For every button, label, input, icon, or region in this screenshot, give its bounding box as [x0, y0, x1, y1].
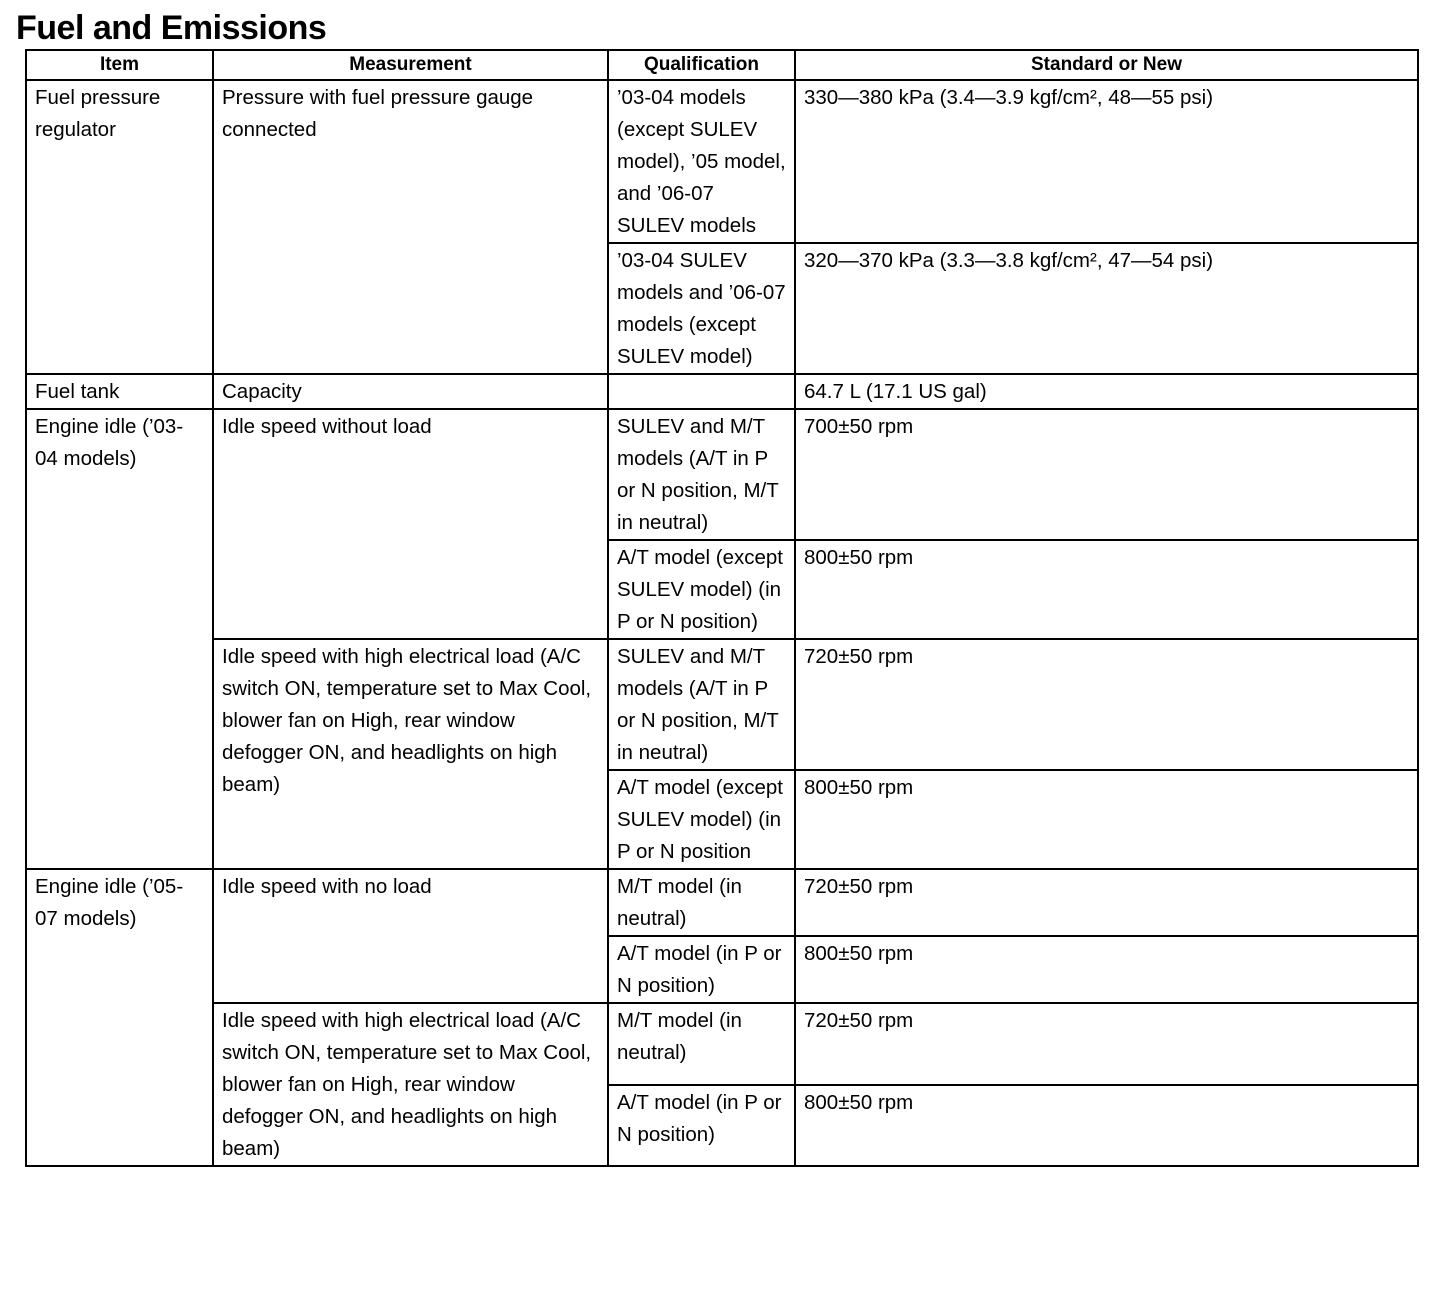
qualification-cell: A/T model (except SULEV model) (in P or N position) — [608, 540, 795, 639]
item-cell: Fuel tank — [26, 374, 213, 409]
item-cell: Engine idle (’03-04 models) — [26, 409, 213, 869]
header-measurement: Measurement — [213, 50, 608, 80]
table-row — [26, 639, 1418, 770]
qualification-cell: A/T model (in P or N position) — [608, 1085, 795, 1167]
header-standard: Standard or New — [795, 50, 1418, 80]
standard-cell: 800±50 rpm — [795, 540, 1418, 639]
page-title: Fuel and Emissions — [16, 9, 327, 47]
measurement-cell: Idle speed without load — [213, 409, 608, 639]
standard-cell: 320—370 kPa (3.3—3.8 kgf/cm², 47—54 psi) — [795, 243, 1418, 374]
standard-cell: 700±50 rpm — [795, 409, 1418, 540]
qualification-cell: ’03-04 SULEV models and ’06-07 models (except SULEV model) — [608, 243, 795, 374]
qualification-cell: SULEV and M/T models (A/T in P or N position, M/T in neutral) — [608, 409, 795, 540]
table-header-row — [26, 50, 1418, 80]
measurement-cell: Capacity — [213, 374, 608, 409]
measurement-cell: Pressure with fuel pressure gauge connected — [213, 80, 608, 374]
table-row — [26, 80, 1418, 243]
measurement-cell: Idle speed with high electrical load (A/C switch ON, temperature set to Max Cool, blower fan on High, rear window defogger ON, and headlights on high beam) — [213, 1003, 608, 1166]
table-row — [26, 409, 1418, 540]
table-row — [26, 1003, 1418, 1085]
qualification-cell — [608, 374, 795, 409]
measurement-cell: Idle speed with high electrical load (A/C switch ON, temperature set to Max Cool, blower fan on High, rear window defogger ON, and headlights on high beam) — [213, 639, 608, 869]
item-cell: Engine idle (’05-07 models) — [26, 869, 213, 1166]
header-qualification: Qualification — [608, 50, 795, 80]
standard-cell: 330—380 kPa (3.4—3.9 kgf/cm², 48—55 psi) — [795, 80, 1418, 243]
standard-cell: 720±50 rpm — [795, 639, 1418, 770]
standard-cell: 64.7 L (17.1 US gal) — [795, 374, 1418, 409]
table-row — [26, 869, 1418, 936]
standard-cell: 800±50 rpm — [795, 1085, 1418, 1167]
table-row — [26, 374, 1418, 409]
standard-cell: 800±50 rpm — [795, 770, 1418, 869]
measurement-cell: Idle speed with no load — [213, 869, 608, 1003]
qualification-cell: SULEV and M/T models (A/T in P or N position, M/T in neutral) — [608, 639, 795, 770]
qualification-cell: A/T model (in P or N position) — [608, 936, 795, 1003]
qualification-cell: M/T model (in neutral) — [608, 1003, 795, 1085]
standard-cell: 800±50 rpm — [795, 936, 1418, 1003]
qualification-cell: A/T model (except SULEV model) (in P or N position — [608, 770, 795, 869]
qualification-cell: M/T model (in neutral) — [608, 869, 795, 936]
header-item: Item — [26, 50, 213, 80]
qualification-cell: ’03-04 models (except SULEV model), ’05 model, and ’06-07 SULEV models — [608, 80, 795, 243]
standard-cell: 720±50 rpm — [795, 1003, 1418, 1085]
spec-table — [25, 49, 1419, 1167]
standard-cell: 720±50 rpm — [795, 869, 1418, 936]
item-cell: Fuel pressure regulator — [26, 80, 213, 374]
